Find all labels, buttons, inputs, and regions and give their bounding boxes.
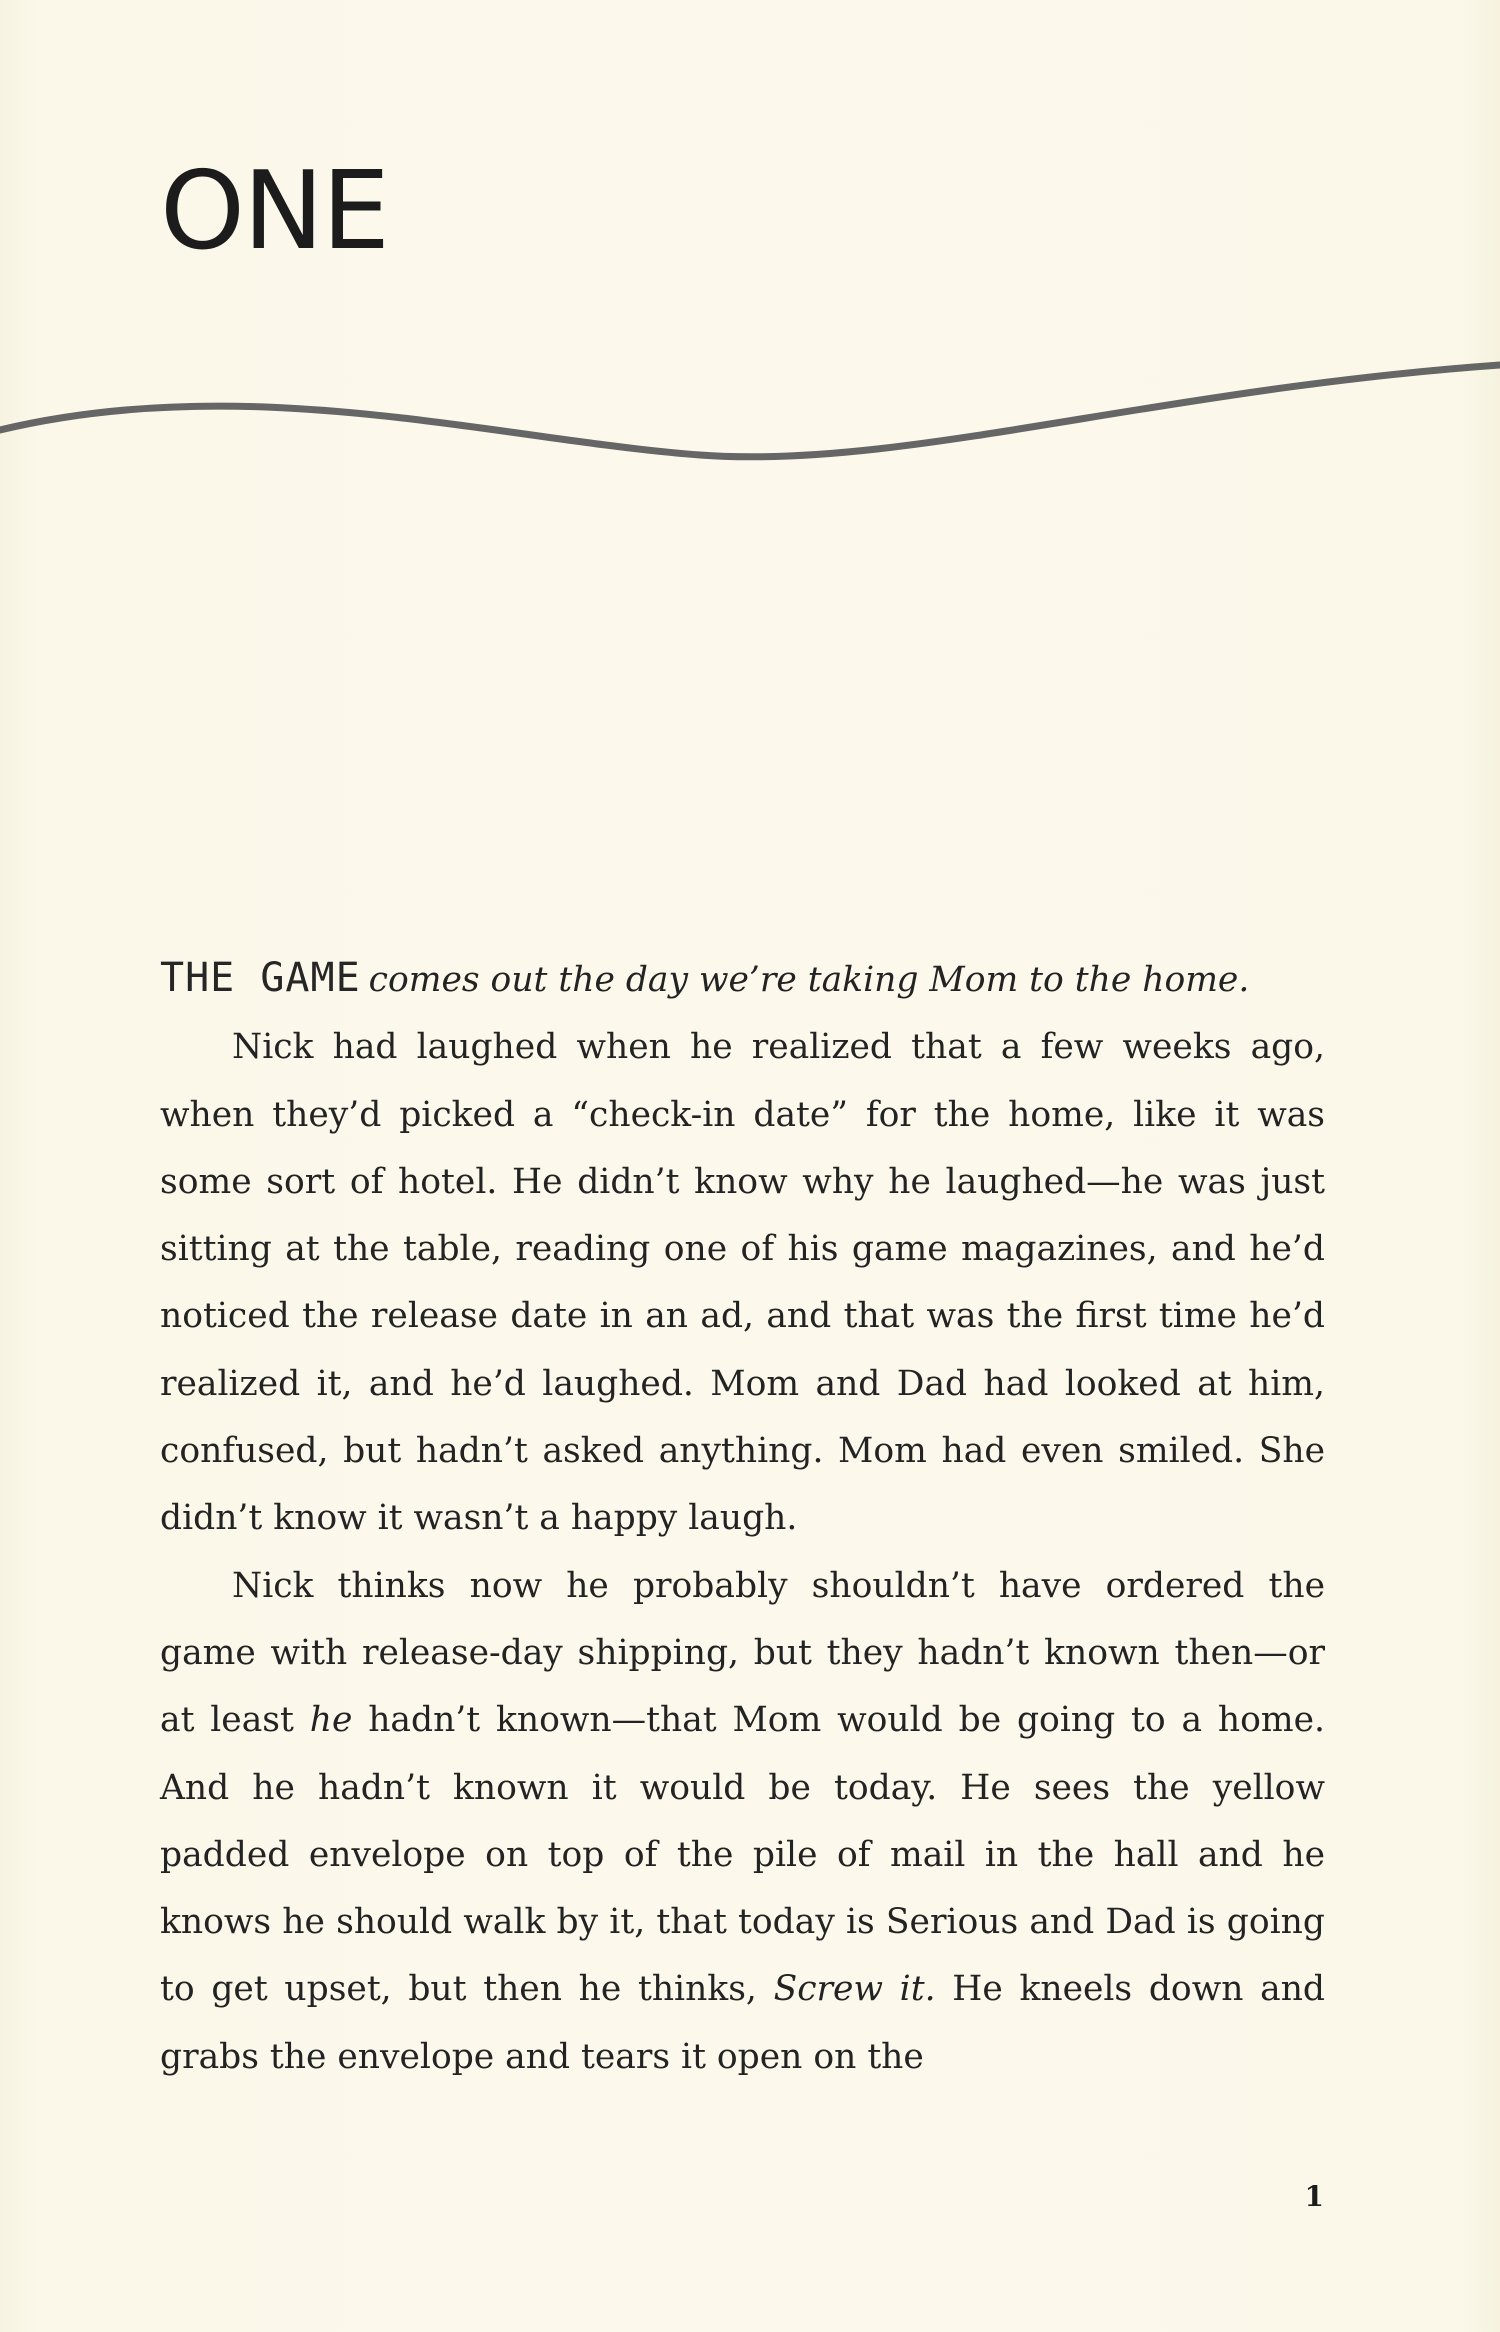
- opening-line: [160, 945, 1325, 1014]
- text-segment: Nick had laughed when he realized that a few weeks ago, when they’d picked a “check-in date” for the home, like it was some sort of hotel. He didn’t know why he laughed—he was just sitting at the table, reading one of his game magazines, and he’d noticed the release date in an ad, and that was the first time he’d realized it, and he’d laughed. Mom and Dad had looked at him, confused, but hadn’t asked anything. Mom had even smiled. She didn’t know it wasn’t a happy laugh.: [160, 1027, 1325, 1539]
- paragraph: [160, 1553, 1325, 2091]
- text-segment: hadn’t known—that Mom would be going to a home. And he hadn’t known it would be today. He sees the yellow padded envelope on top of the pile of mail in the hall and he knows he should walk by it, that today is Serious and Dad is going to get upset, but then he thinks,: [160, 1700, 1325, 2010]
- page-number: 1: [1304, 2180, 1324, 2213]
- italic-text: Screw it.: [773, 1969, 936, 2010]
- italic-text: he: [309, 1700, 353, 1741]
- chapter-body: [160, 945, 1325, 2091]
- wave-divider: [0, 340, 1500, 490]
- chapter-title: ONE: [160, 149, 389, 274]
- opening-line-rest: comes out the day we’re taking Mom to the home.: [368, 960, 1250, 1000]
- paragraph: [160, 1014, 1325, 1552]
- text-segment: He kneels down and grabs the envelope and tears it open on the: [160, 1969, 1326, 2077]
- text-segment: Nick thinks now he probably shouldn’t have ordered the game with release-day shipping, but they hadn’t known then—or at least: [160, 1565, 1325, 1741]
- paragraphs: [160, 1014, 1325, 2091]
- opening-lead-in: THE GAME: [160, 955, 361, 1001]
